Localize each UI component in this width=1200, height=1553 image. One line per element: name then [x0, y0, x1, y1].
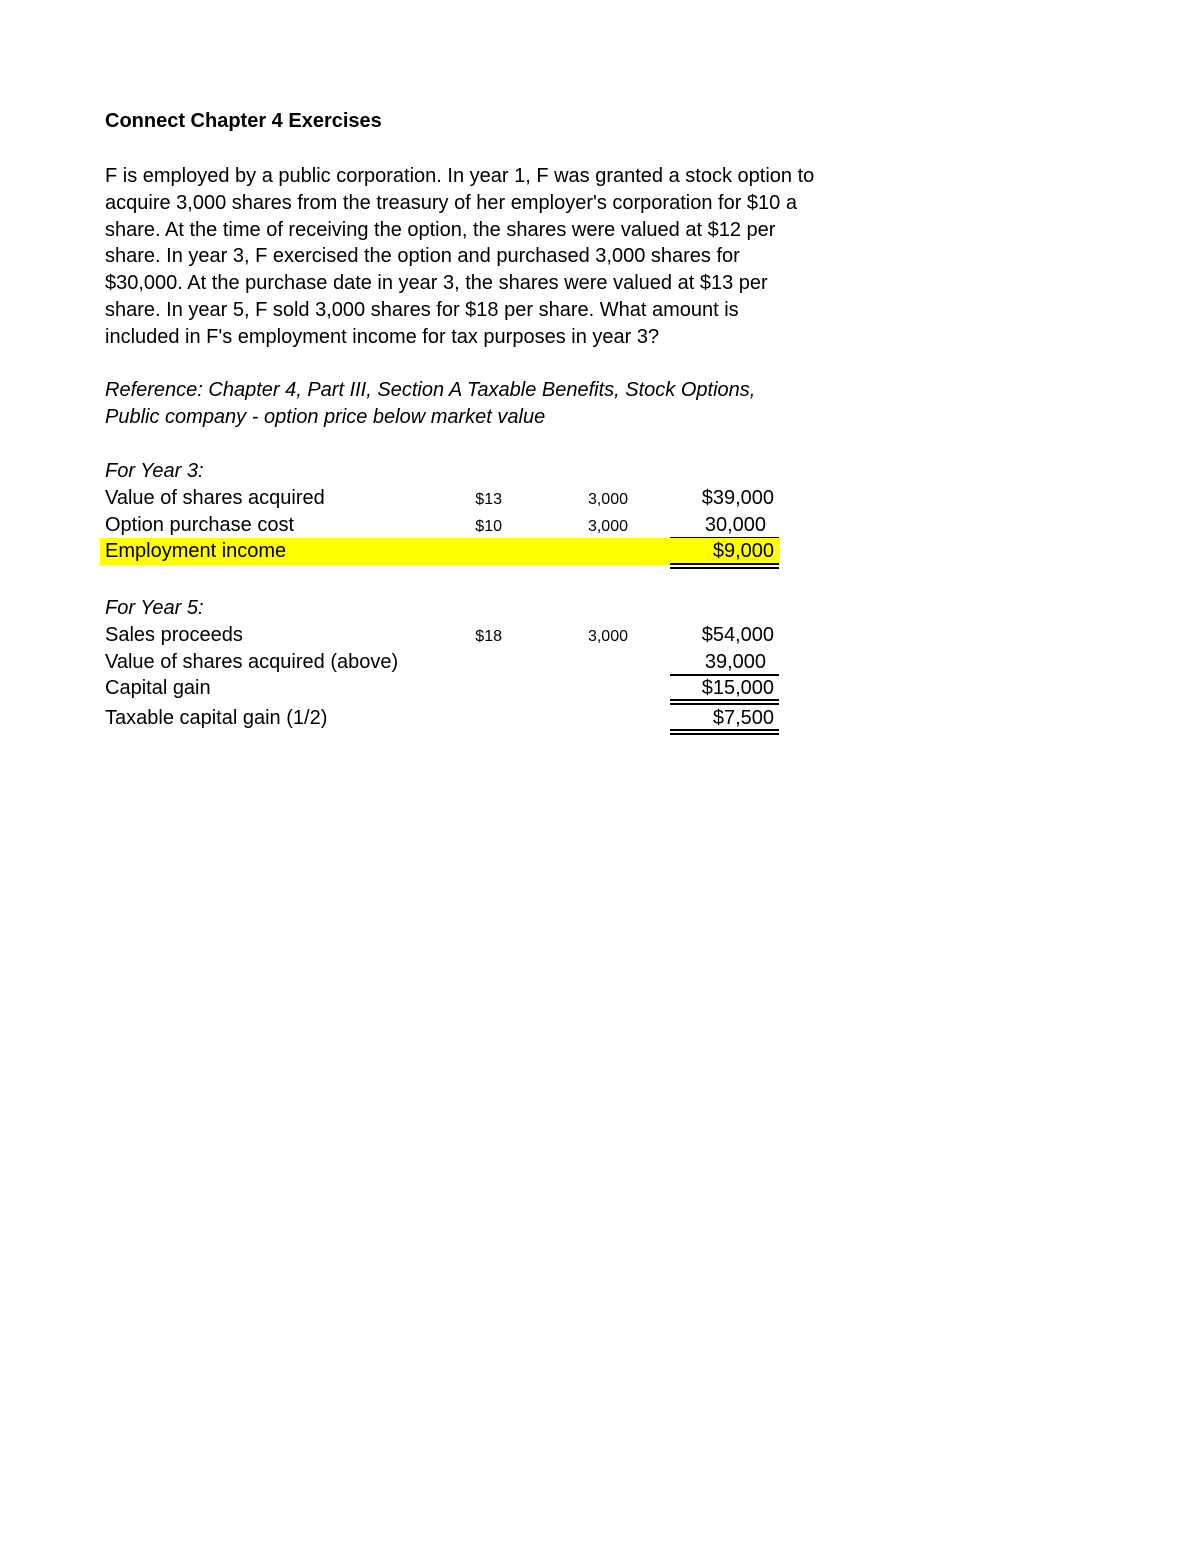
problem-line: share. At the time of receiving the option, the shares were valued at $12 per: [105, 218, 776, 241]
row-quantity: 3,000: [587, 628, 628, 645]
table-row-employment-income: [100, 538, 780, 565]
problem-line: included in F's employment income for tax purposes in year 3?: [105, 325, 660, 348]
row-amount: $7,500: [712, 707, 774, 729]
total-double-rule-bottom: [670, 733, 779, 735]
problem-line: acquire 3,000 shares from the treasury of her employer's corporation for $10 a: [105, 191, 797, 214]
row-label: Option purchase cost: [105, 514, 294, 536]
row-label: Value of shares acquired (above): [105, 651, 399, 673]
row-amount: $39,000: [701, 487, 774, 509]
row-amount: $9,000: [712, 540, 774, 562]
table-row-shares-acquired-above: [100, 649, 780, 676]
row-amount: 30,000: [704, 514, 766, 536]
row-price: $13: [475, 491, 502, 508]
reference-line: Public company - option price below market value: [105, 405, 546, 428]
table-row-capital-gain: [100, 675, 780, 702]
problem-statement: [105, 163, 895, 351]
year3-heading: For Year 3:: [105, 460, 204, 482]
row-price: $10: [475, 518, 502, 535]
year5-heading: For Year 5:: [105, 597, 204, 619]
page-title: Connect Chapter 4 Exercises: [105, 110, 382, 132]
row-label: Taxable capital gain (1/2): [105, 707, 328, 729]
row-label: Employment income: [105, 540, 287, 562]
total-double-rule-top: [670, 729, 779, 731]
row-amount: 39,000: [704, 651, 766, 673]
problem-line: share. In year 5, F sold 3,000 shares for $18 per share. What amount is: [105, 298, 739, 321]
row-quantity: 3,000: [587, 518, 628, 535]
total-double-rule-bottom: [670, 567, 779, 569]
problem-line: F is employed by a public corporation. In year 1, F was granted a stock option to: [105, 165, 815, 187]
table-row-shares-acquired: [100, 485, 780, 512]
subtotal-double-rule-top: [670, 699, 779, 701]
table-row-taxable-capital-gain: [100, 705, 780, 732]
problem-line: share. In year 3, F exercised the option and purchased 3,000 shares for: [105, 245, 740, 268]
row-amount: $15,000: [701, 677, 774, 699]
row-quantity: 3,000: [587, 491, 628, 508]
problem-line: $30,000. At the purchase date in year 3, the shares were valued at $13 per: [105, 272, 768, 295]
reference-note: [105, 377, 755, 431]
row-amount: $54,000: [701, 624, 774, 646]
table-row-sales-proceeds: [100, 622, 780, 649]
reference-line: Reference: Chapter 4, Part III, Section A Taxable Benefits, Stock Options,: [105, 379, 756, 401]
row-label: Value of shares acquired: [105, 487, 325, 509]
row-price: $18: [475, 628, 502, 645]
row-label: Sales proceeds: [105, 624, 243, 646]
total-double-rule-top: [670, 563, 779, 565]
row-label: Capital gain: [105, 677, 211, 699]
table-row-option-cost: [100, 512, 780, 539]
